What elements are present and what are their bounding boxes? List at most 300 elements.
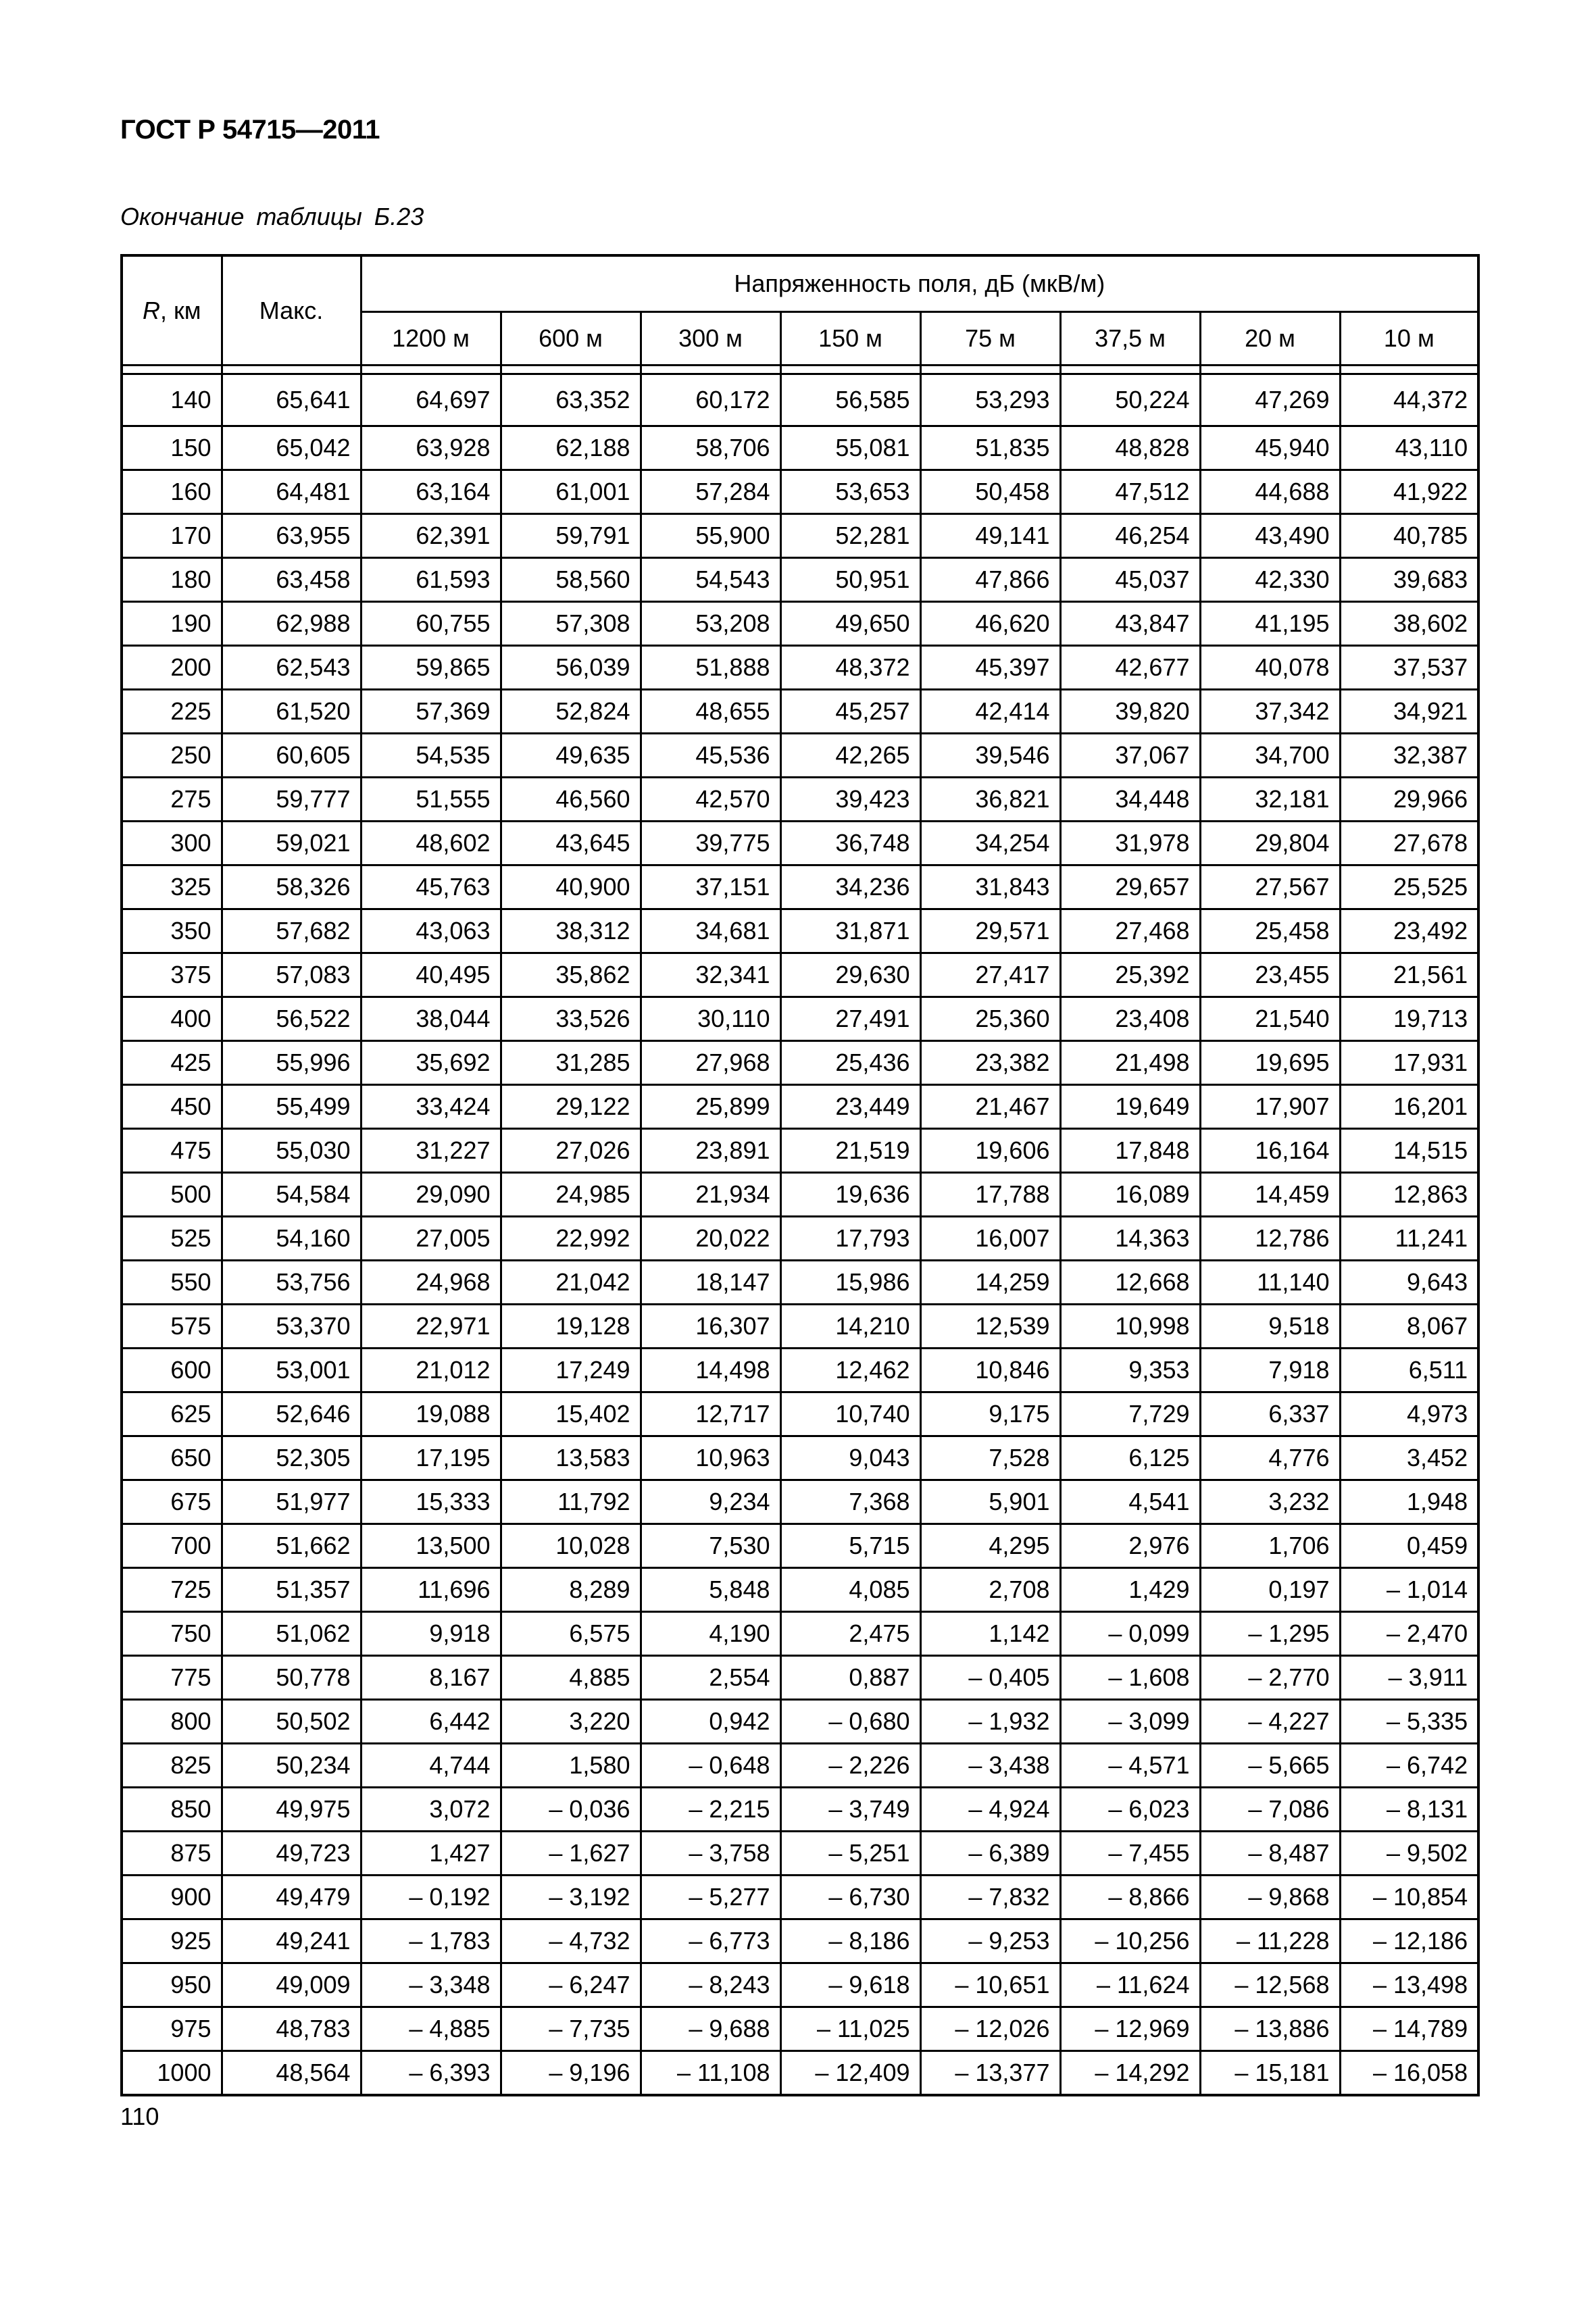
value-cell: 25,458: [1200, 909, 1340, 953]
table-row: [122, 1700, 1478, 1744]
table-row: [122, 1744, 1478, 1788]
value-cell: – 8,186: [780, 1919, 920, 1963]
value-cell: 0,197: [1200, 1568, 1340, 1612]
value-cell: 27,968: [641, 1041, 780, 1085]
value-cell: 33,424: [361, 1085, 501, 1129]
value-cell: – 10,854: [1340, 1876, 1478, 1919]
max-cell: 49,009: [222, 1963, 361, 2007]
value-cell: 4,744: [361, 1744, 501, 1788]
table-row: [122, 953, 1478, 997]
distance-cell: 425: [122, 1041, 222, 1085]
value-cell: 45,536: [641, 734, 780, 778]
value-cell: – 12,026: [920, 2007, 1060, 2051]
value-cell: 39,423: [780, 778, 920, 822]
value-cell: – 4,732: [501, 1919, 641, 1963]
value-cell: 34,254: [920, 822, 1060, 865]
value-cell: 49,141: [920, 514, 1060, 558]
max-cell: 55,499: [222, 1085, 361, 1129]
table-caption: Окончание таблицы Б.23: [120, 203, 424, 230]
value-cell: 64,697: [361, 374, 501, 426]
value-cell: 4,190: [641, 1612, 780, 1656]
max-cell: 64,481: [222, 470, 361, 514]
value-cell: – 5,335: [1340, 1700, 1478, 1744]
value-cell: 40,495: [361, 953, 501, 997]
value-cell: 1,142: [920, 1612, 1060, 1656]
value-cell: – 4,227: [1200, 1700, 1340, 1744]
table-row: [122, 602, 1478, 646]
value-cell: 4,541: [1060, 1480, 1200, 1524]
distance-cell: 900: [122, 1876, 222, 1919]
value-cell: 4,776: [1200, 1436, 1340, 1480]
value-cell: 1,429: [1060, 1568, 1200, 1612]
table-row: [122, 426, 1478, 470]
distance-cell: 325: [122, 865, 222, 909]
value-cell: 21,561: [1340, 953, 1478, 997]
value-cell: 38,602: [1340, 602, 1478, 646]
value-cell: 16,089: [1060, 1173, 1200, 1217]
table-row: [122, 2051, 1478, 2096]
value-cell: – 0,405: [920, 1656, 1060, 1700]
value-cell: 4,885: [501, 1656, 641, 1700]
header-distance: [122, 255, 222, 366]
value-cell: – 0,680: [780, 1700, 920, 1744]
value-cell: 37,151: [641, 865, 780, 909]
value-cell: 51,555: [361, 778, 501, 822]
value-cell: 47,269: [1200, 374, 1340, 426]
header-height-2: 300 м: [641, 312, 780, 366]
value-cell: 52,281: [780, 514, 920, 558]
max-cell: 63,955: [222, 514, 361, 558]
value-cell: 5,901: [920, 1480, 1060, 1524]
value-cell: 9,643: [1340, 1261, 1478, 1305]
value-cell: 34,448: [1060, 778, 1200, 822]
value-cell: 8,067: [1340, 1305, 1478, 1349]
value-cell: 1,706: [1200, 1524, 1340, 1568]
max-cell: 57,682: [222, 909, 361, 953]
value-cell: – 8,131: [1340, 1788, 1478, 1832]
value-cell: – 12,568: [1200, 1963, 1340, 2007]
value-cell: 60,172: [641, 374, 780, 426]
max-cell: 52,646: [222, 1392, 361, 1436]
value-cell: 2,976: [1060, 1524, 1200, 1568]
table-row: [122, 1612, 1478, 1656]
value-cell: 53,653: [780, 470, 920, 514]
distance-cell: 150: [122, 426, 222, 470]
header-distance-unit: , км: [159, 296, 201, 324]
max-cell: 54,584: [222, 1173, 361, 1217]
value-cell: 12,786: [1200, 1217, 1340, 1261]
value-cell: 50,458: [920, 470, 1060, 514]
max-cell: 65,641: [222, 374, 361, 426]
value-cell: 27,417: [920, 953, 1060, 997]
value-cell: 38,044: [361, 997, 501, 1041]
max-cell: 51,977: [222, 1480, 361, 1524]
value-cell: 19,636: [780, 1173, 920, 1217]
value-cell: 17,848: [1060, 1129, 1200, 1173]
value-cell: 42,265: [780, 734, 920, 778]
value-cell: 50,224: [1060, 374, 1200, 426]
value-cell: 39,546: [920, 734, 1060, 778]
value-cell: 19,088: [361, 1392, 501, 1436]
value-cell: – 14,789: [1340, 2007, 1478, 2051]
max-cell: 61,520: [222, 690, 361, 734]
value-cell: 63,164: [361, 470, 501, 514]
header-max: Макс.: [222, 255, 361, 366]
value-cell: – 1,295: [1200, 1612, 1340, 1656]
value-cell: – 3,758: [641, 1832, 780, 1876]
max-cell: 50,502: [222, 1700, 361, 1744]
value-cell: – 13,886: [1200, 2007, 1340, 2051]
value-cell: 17,788: [920, 1173, 1060, 1217]
value-cell: 42,677: [1060, 646, 1200, 690]
value-cell: 59,865: [361, 646, 501, 690]
value-cell: – 0,648: [641, 1744, 780, 1788]
value-cell: – 12,969: [1060, 2007, 1200, 2051]
distance-cell: 600: [122, 1349, 222, 1392]
value-cell: – 9,502: [1340, 1832, 1478, 1876]
field-strength-table: [120, 254, 1480, 2096]
value-cell: 43,490: [1200, 514, 1340, 558]
value-cell: – 2,770: [1200, 1656, 1340, 1700]
table-row: [122, 1436, 1478, 1480]
value-cell: – 14,292: [1060, 2051, 1200, 2096]
distance-cell: 800: [122, 1700, 222, 1744]
value-cell: 12,539: [920, 1305, 1060, 1349]
value-cell: – 1,932: [920, 1700, 1060, 1744]
value-cell: – 1,627: [501, 1832, 641, 1876]
value-cell: 8,289: [501, 1568, 641, 1612]
value-cell: 11,696: [361, 1568, 501, 1612]
value-cell: 48,655: [641, 690, 780, 734]
value-cell: – 7,735: [501, 2007, 641, 2051]
value-cell: – 9,688: [641, 2007, 780, 2051]
value-cell: – 13,377: [920, 2051, 1060, 2096]
value-cell: 45,397: [920, 646, 1060, 690]
distance-cell: 925: [122, 1919, 222, 1963]
value-cell: 21,519: [780, 1129, 920, 1173]
max-cell: 50,778: [222, 1656, 361, 1700]
value-cell: – 6,023: [1060, 1788, 1200, 1832]
max-cell: 51,357: [222, 1568, 361, 1612]
value-cell: 60,755: [361, 602, 501, 646]
distance-cell: 375: [122, 953, 222, 997]
value-cell: – 6,247: [501, 1963, 641, 2007]
value-cell: 27,678: [1340, 822, 1478, 865]
max-cell: 56,522: [222, 997, 361, 1041]
value-cell: 21,498: [1060, 1041, 1200, 1085]
value-cell: 45,037: [1060, 558, 1200, 602]
value-cell: – 5,277: [641, 1876, 780, 1919]
value-cell: 46,254: [1060, 514, 1200, 558]
value-cell: 57,308: [501, 602, 641, 646]
value-cell: 24,985: [501, 1173, 641, 1217]
value-cell: 6,125: [1060, 1436, 1200, 1480]
header-height-5: 37,5 м: [1060, 312, 1200, 366]
value-cell: 9,518: [1200, 1305, 1340, 1349]
value-cell: 13,500: [361, 1524, 501, 1568]
value-cell: 41,922: [1340, 470, 1478, 514]
table-row: [122, 734, 1478, 778]
table-row: [122, 778, 1478, 822]
max-cell: 65,042: [222, 426, 361, 470]
distance-cell: 275: [122, 778, 222, 822]
distance-cell: 950: [122, 1963, 222, 2007]
value-cell: 12,668: [1060, 1261, 1200, 1305]
value-cell: 19,606: [920, 1129, 1060, 1173]
value-cell: 7,528: [920, 1436, 1060, 1480]
value-cell: 3,232: [1200, 1480, 1340, 1524]
value-cell: – 11,025: [780, 2007, 920, 2051]
value-cell: 10,963: [641, 1436, 780, 1480]
table-row: [122, 1919, 1478, 1963]
value-cell: 17,195: [361, 1436, 501, 1480]
value-cell: 31,843: [920, 865, 1060, 909]
max-cell: 50,234: [222, 1744, 361, 1788]
value-cell: 38,312: [501, 909, 641, 953]
max-cell: 52,305: [222, 1436, 361, 1480]
value-cell: 22,971: [361, 1305, 501, 1349]
value-cell: – 11,108: [641, 2051, 780, 2096]
value-cell: 49,635: [501, 734, 641, 778]
value-cell: 47,512: [1060, 470, 1200, 514]
value-cell: 29,122: [501, 1085, 641, 1129]
distance-cell: 825: [122, 1744, 222, 1788]
table-row: [122, 1524, 1478, 1568]
value-cell: – 7,455: [1060, 1832, 1200, 1876]
value-cell: 7,918: [1200, 1349, 1340, 1392]
value-cell: 25,392: [1060, 953, 1200, 997]
value-cell: 43,847: [1060, 602, 1200, 646]
distance-cell: 650: [122, 1436, 222, 1480]
value-cell: 61,001: [501, 470, 641, 514]
value-cell: – 6,773: [641, 1919, 780, 1963]
value-cell: 39,820: [1060, 690, 1200, 734]
value-cell: 8,167: [361, 1656, 501, 1700]
value-cell: 61,593: [361, 558, 501, 602]
value-cell: – 3,438: [920, 1744, 1060, 1788]
value-cell: 58,560: [501, 558, 641, 602]
value-cell: 23,382: [920, 1041, 1060, 1085]
value-cell: 21,467: [920, 1085, 1060, 1129]
value-cell: 16,201: [1340, 1085, 1478, 1129]
value-cell: 34,236: [780, 865, 920, 909]
distance-cell: 160: [122, 470, 222, 514]
value-cell: 7,729: [1060, 1392, 1200, 1436]
value-cell: 17,793: [780, 1217, 920, 1261]
value-cell: 31,285: [501, 1041, 641, 1085]
distance-cell: 400: [122, 997, 222, 1041]
value-cell: 0,887: [780, 1656, 920, 1700]
header-height-4: 75 м: [920, 312, 1060, 366]
table-row: [122, 1832, 1478, 1876]
value-cell: 9,353: [1060, 1349, 1200, 1392]
value-cell: 58,706: [641, 426, 780, 470]
value-cell: 11,241: [1340, 1217, 1478, 1261]
max-cell: 59,021: [222, 822, 361, 865]
table-row: [122, 470, 1478, 514]
value-cell: 9,234: [641, 1480, 780, 1524]
value-cell: – 3,749: [780, 1788, 920, 1832]
value-cell: 13,583: [501, 1436, 641, 1480]
value-cell: – 6,730: [780, 1876, 920, 1919]
table-row: [122, 1392, 1478, 1436]
value-cell: – 2,226: [780, 1744, 920, 1788]
header-field-strength-group: Напряженность поля, дБ (мкВ/м): [361, 255, 1478, 312]
distance-cell: 575: [122, 1305, 222, 1349]
value-cell: 17,907: [1200, 1085, 1340, 1129]
value-cell: 15,986: [780, 1261, 920, 1305]
table-row: [122, 1041, 1478, 1085]
value-cell: 11,140: [1200, 1261, 1340, 1305]
value-cell: 42,414: [920, 690, 1060, 734]
value-cell: 31,227: [361, 1129, 501, 1173]
distance-cell: 140: [122, 374, 222, 426]
max-cell: 51,662: [222, 1524, 361, 1568]
value-cell: 29,966: [1340, 778, 1478, 822]
value-cell: 37,537: [1340, 646, 1478, 690]
header-distance-symbol: R: [142, 296, 160, 324]
value-cell: – 9,196: [501, 2051, 641, 2096]
value-cell: 59,791: [501, 514, 641, 558]
value-cell: 14,498: [641, 1349, 780, 1392]
distance-cell: 200: [122, 646, 222, 690]
value-cell: 15,333: [361, 1480, 501, 1524]
value-cell: – 6,742: [1340, 1744, 1478, 1788]
value-cell: – 6,393: [361, 2051, 501, 2096]
value-cell: 1,580: [501, 1744, 641, 1788]
value-cell: 35,862: [501, 953, 641, 997]
value-cell: 36,748: [780, 822, 920, 865]
table-row: [122, 822, 1478, 865]
value-cell: 55,900: [641, 514, 780, 558]
distance-cell: 1000: [122, 2051, 222, 2096]
value-cell: 34,700: [1200, 734, 1340, 778]
value-cell: 25,525: [1340, 865, 1478, 909]
value-cell: 14,210: [780, 1305, 920, 1349]
value-cell: 32,181: [1200, 778, 1340, 822]
value-cell: 9,043: [780, 1436, 920, 1480]
table-row: [122, 558, 1478, 602]
value-cell: – 8,487: [1200, 1832, 1340, 1876]
value-cell: – 9,618: [780, 1963, 920, 2007]
max-cell: 49,723: [222, 1832, 361, 1876]
max-cell: 62,543: [222, 646, 361, 690]
value-cell: 14,459: [1200, 1173, 1340, 1217]
value-cell: 37,342: [1200, 690, 1340, 734]
value-cell: – 13,498: [1340, 1963, 1478, 2007]
table-row: [122, 1305, 1478, 1349]
value-cell: 7,530: [641, 1524, 780, 1568]
value-cell: 16,007: [920, 1217, 1060, 1261]
distance-cell: 180: [122, 558, 222, 602]
table-body: [122, 374, 1478, 2096]
max-cell: 62,988: [222, 602, 361, 646]
value-cell: 1,948: [1340, 1480, 1478, 1524]
value-cell: 36,821: [920, 778, 1060, 822]
table-row: [122, 1349, 1478, 1392]
value-cell: – 16,058: [1340, 2051, 1478, 2096]
value-cell: 29,630: [780, 953, 920, 997]
value-cell: – 6,389: [920, 1832, 1060, 1876]
table-row: [122, 646, 1478, 690]
value-cell: 44,372: [1340, 374, 1478, 426]
value-cell: 6,511: [1340, 1349, 1478, 1392]
value-cell: 16,307: [641, 1305, 780, 1349]
value-cell: 3,220: [501, 1700, 641, 1744]
value-cell: 5,848: [641, 1568, 780, 1612]
value-cell: 3,072: [361, 1788, 501, 1832]
value-cell: 10,846: [920, 1349, 1060, 1392]
value-cell: – 11,624: [1060, 1963, 1200, 2007]
distance-cell: 225: [122, 690, 222, 734]
table-row: [122, 1876, 1478, 1919]
value-cell: – 3,911: [1340, 1656, 1478, 1700]
value-cell: 56,585: [780, 374, 920, 426]
value-cell: 9,918: [361, 1612, 501, 1656]
value-cell: 19,695: [1200, 1041, 1340, 1085]
header-separator: [122, 366, 1478, 374]
distance-cell: 500: [122, 1173, 222, 1217]
max-cell: 54,160: [222, 1217, 361, 1261]
table-row: [122, 1568, 1478, 1612]
page-number: 110: [120, 2103, 159, 2130]
value-cell: 43,063: [361, 909, 501, 953]
value-cell: 48,828: [1060, 426, 1200, 470]
value-cell: 63,928: [361, 426, 501, 470]
table-row: [122, 690, 1478, 734]
value-cell: 21,012: [361, 1349, 501, 1392]
value-cell: 27,491: [780, 997, 920, 1041]
value-cell: 27,468: [1060, 909, 1200, 953]
value-cell: – 7,832: [920, 1876, 1060, 1919]
value-cell: 12,863: [1340, 1173, 1478, 1217]
value-cell: 39,775: [641, 822, 780, 865]
value-cell: 62,188: [501, 426, 641, 470]
document-title: ГОСТ Р 54715—2011: [120, 115, 380, 145]
value-cell: – 12,186: [1340, 1919, 1478, 1963]
value-cell: 12,717: [641, 1392, 780, 1436]
value-cell: – 5,251: [780, 1832, 920, 1876]
value-cell: 50,951: [780, 558, 920, 602]
value-cell: 14,259: [920, 1261, 1060, 1305]
value-cell: 40,078: [1200, 646, 1340, 690]
value-cell: 3,452: [1340, 1436, 1478, 1480]
value-cell: – 3,099: [1060, 1700, 1200, 1744]
distance-cell: 875: [122, 1832, 222, 1876]
value-cell: – 0,036: [501, 1788, 641, 1832]
max-cell: 49,479: [222, 1876, 361, 1919]
value-cell: 2,475: [780, 1612, 920, 1656]
value-cell: 25,436: [780, 1041, 920, 1085]
value-cell: 21,540: [1200, 997, 1340, 1041]
value-cell: 31,978: [1060, 822, 1200, 865]
max-cell: 51,062: [222, 1612, 361, 1656]
value-cell: 48,602: [361, 822, 501, 865]
value-cell: 1,427: [361, 1832, 501, 1876]
table-row: [122, 909, 1478, 953]
value-cell: 48,372: [780, 646, 920, 690]
value-cell: 31,871: [780, 909, 920, 953]
value-cell: – 11,228: [1200, 1919, 1340, 1963]
distance-cell: 675: [122, 1480, 222, 1524]
value-cell: – 4,924: [920, 1788, 1060, 1832]
max-cell: 63,458: [222, 558, 361, 602]
distance-cell: 700: [122, 1524, 222, 1568]
value-cell: 34,921: [1340, 690, 1478, 734]
max-cell: 55,996: [222, 1041, 361, 1085]
value-cell: 39,683: [1340, 558, 1478, 602]
value-cell: – 3,192: [501, 1876, 641, 1919]
